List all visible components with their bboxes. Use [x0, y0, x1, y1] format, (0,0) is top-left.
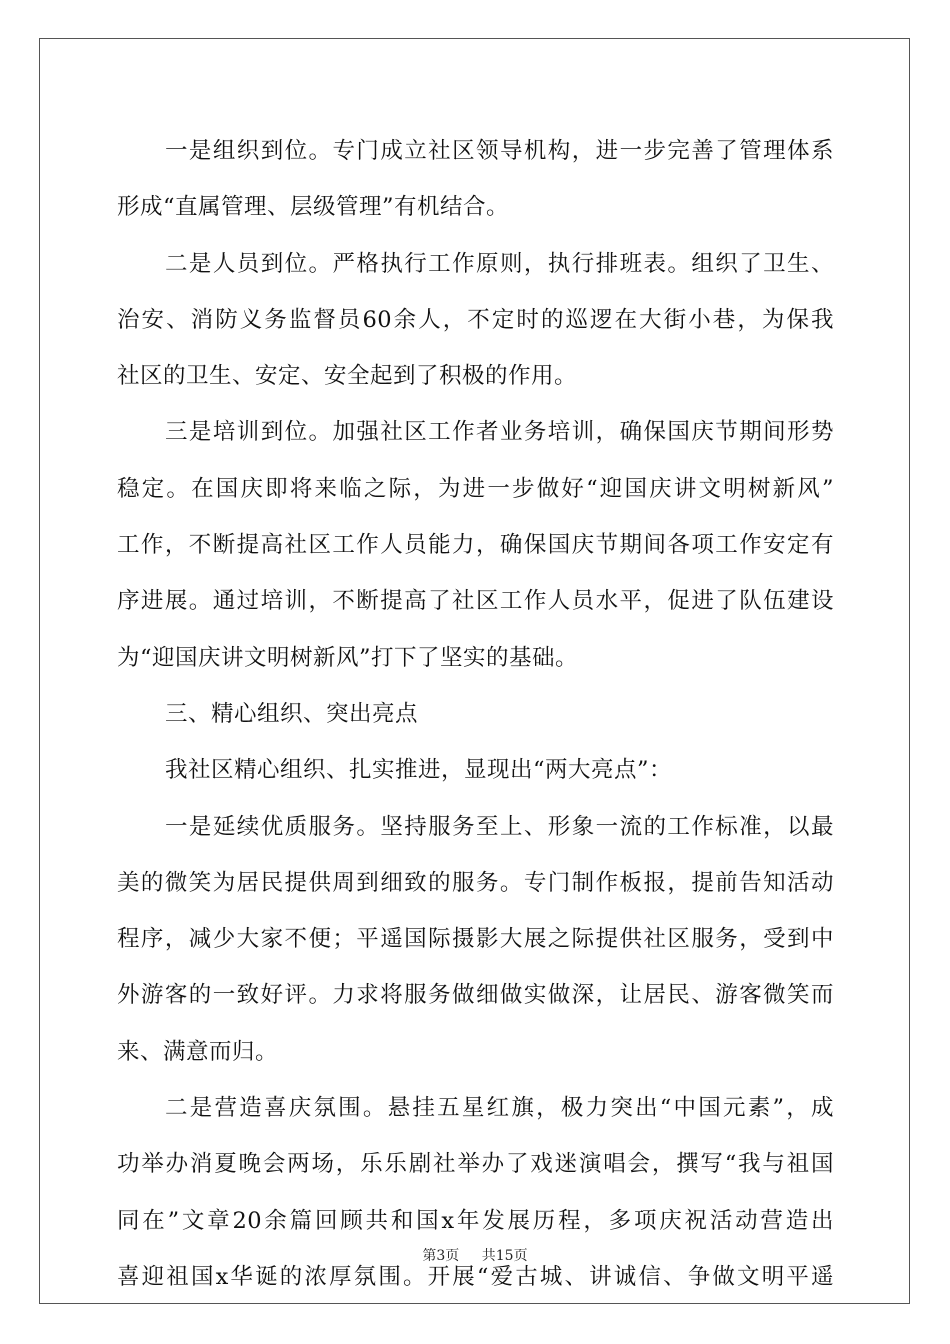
page-footer — [0, 1245, 950, 1265]
text-line: 功举办消夏晚会两场，乐乐剧社举办了戏迷演唱会，撰写“我与祖国 — [117, 1151, 834, 1178]
document-body — [117, 123, 834, 1305]
text-line: 我社区精心组织、扎实推进，显现出“两大亮点”： — [165, 757, 673, 784]
page-total: 共15页 — [481, 1248, 528, 1264]
text-line: 来、满意而归。 — [117, 1038, 279, 1065]
text-line: 工作，不断提高社区工作人员能力，确保国庆节期间各项工作安定有 — [117, 532, 834, 559]
page-number: 第3页 — [422, 1248, 460, 1264]
text-line: 美的微笑为居民提供周到细致的服务。专门制作板报，提前告知活动 — [117, 869, 834, 896]
text-line: 社区的卫生、安定、安全起到了积极的作用。 — [117, 363, 578, 390]
text-line: 序进展。通过培训，不断提高了社区工作人员水平，促进了队伍建设 — [117, 588, 834, 615]
text-line: 治安、消防义务监督员60余人，不定时的巡逻在大街小巷，为保我 — [117, 306, 834, 333]
text-line: 三、精心组织、突出亮点 — [165, 700, 419, 727]
text-line: 稳定。在国庆即将来临之际，为进一步做好“迎国庆讲文明树新风” — [117, 475, 834, 502]
text-line: 同在”文章20余篇回顾共和国x年发展历程，多项庆祝活动营造出 — [117, 1207, 834, 1234]
text-line: 三是培训到位。加强社区工作者业务培训，确保国庆节期间形势 — [165, 419, 834, 446]
text-line: 为“迎国庆讲文明树新风”打下了坚实的基础。 — [117, 644, 579, 671]
text-line: 外游客的一致好评。力求将服务做细做实做深，让居民、游客微笑而 — [117, 982, 834, 1009]
text-line: 喜迎祖国x华诞的浓厚氛围。开展“爱古城、讲诚信、争做文明平遥 — [117, 1263, 834, 1290]
text-line: 程序，减少大家不便；平遥国际摄影大展之际提供社区服务，受到中 — [117, 926, 834, 953]
text-line: 一是延续优质服务。坚持服务至上、形象一流的工作标准，以最 — [165, 813, 834, 840]
text-line: 一是组织到位。专门成立社区领导机构，进一步完善了管理体系 — [165, 138, 834, 164]
text-line: 二是人员到位。严格执行工作原则，执行排班表。组织了卫生、 — [165, 250, 834, 277]
text-line: 形成“直属管理、层级管理”有机结合。 — [117, 194, 510, 221]
text-line: 二是营造喜庆氛围。悬挂五星红旗，极力突出“中国元素”，成 — [165, 1095, 834, 1122]
